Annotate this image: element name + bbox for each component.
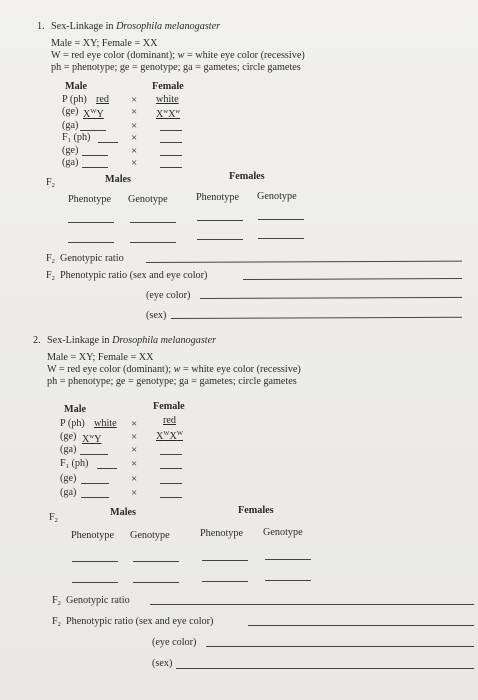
problem-1-f2-blank[interactable]	[258, 219, 304, 220]
problem-1-f2-blank[interactable]	[197, 239, 243, 240]
problem-2-number: 2.	[33, 335, 41, 346]
problem-1-ga-label: (ga)	[62, 120, 79, 131]
problem-1-male-genotype-header: Genotype	[128, 194, 168, 205]
problem-2-f2-blank[interactable]	[72, 561, 118, 562]
problem-1-f2-blank[interactable]	[68, 242, 114, 243]
problem-1-f2-label: $F_2$	[46, 177, 55, 189]
problem-2-f1-male-gametes-blank[interactable]	[81, 497, 109, 498]
problem-2-eye-color-blank[interactable]	[206, 646, 474, 647]
problem-2-f2-blank[interactable]	[265, 580, 311, 581]
problem-2-allele-definition: W = red eye color (dominant); w = white eye color (recessive)	[47, 364, 301, 375]
problem-1-genotypic-ratio-label: $F_2$ Genotypic ratio	[46, 253, 124, 265]
problem-2-f2-blank[interactable]	[265, 559, 311, 560]
problem-2-ge-label: (ge)	[60, 431, 77, 442]
problem-1-phenotypic-ratio-blank[interactable]	[243, 278, 462, 280]
problem-1-cross-symbol: ×	[131, 145, 138, 157]
problem-1-f1-female-genotype-blank[interactable]	[160, 155, 182, 156]
problem-1-cross-symbol: ×	[131, 106, 138, 118]
problem-2-f2-blank[interactable]	[133, 561, 179, 562]
problem-1-sex-blank[interactable]	[171, 317, 462, 319]
problem-1-eye-color-label: (eye color)	[146, 290, 191, 301]
problem-2-cross-symbol: ×	[131, 418, 138, 430]
problem-2-cross-symbol: ×	[131, 473, 138, 485]
problem-2-f2-label: $F_2$	[49, 512, 58, 524]
problem-1-f1-female-phenotype-blank[interactable]	[160, 142, 182, 143]
problem-2-cross-symbol: ×	[131, 431, 138, 443]
problem-2-cross-symbol: ×	[131, 458, 138, 470]
problem-2-phenotypic-ratio-blank[interactable]	[248, 625, 474, 626]
problem-1-cross-symbol: ×	[131, 120, 138, 132]
problem-2-f2-blank[interactable]	[133, 582, 179, 583]
problem-1-sex-definition: Male = XY; Female = XX	[51, 38, 158, 49]
problem-1-f2-blank[interactable]	[258, 238, 304, 239]
problem-1-phenotypic-ratio-label: $F_2$ Phenotypic ratio (sex and eye color)	[46, 270, 208, 282]
problem-1-f1-male-gametes-blank[interactable]	[82, 167, 108, 168]
problem-2-sex-definition: Male = XY; Female = XX	[47, 352, 154, 363]
problem-2-p-female-phenotype: red	[163, 415, 177, 426]
problem-2-p-male-phenotype: white	[94, 418, 117, 429]
problem-1-f1-ga-label: (ga)	[62, 157, 79, 168]
problem-1-ge-label: (ge)	[62, 106, 79, 117]
problem-2-f1-female-phenotype-blank[interactable]	[160, 468, 182, 469]
problem-2-f2-blank[interactable]	[202, 581, 248, 582]
problem-2-f1-female-genotype-blank[interactable]	[160, 483, 182, 484]
problem-1-f1-male-phenotype-blank[interactable]	[98, 142, 118, 143]
problem-2-f1-label: $F_1$ (ph)	[60, 458, 89, 470]
problem-2-f1-male-phenotype-blank[interactable]	[97, 468, 117, 469]
problem-2-heading: Sex-Linkage in Drosophila melanogaster	[47, 335, 217, 346]
problem-1-number: 1.	[37, 21, 45, 32]
problem-2-phenotypic-ratio-label: $F_2$ Phenotypic ratio (sex and eye color)	[52, 616, 214, 628]
problem-2-sex-blank[interactable]	[176, 668, 474, 669]
problem-2-cross-symbol: ×	[131, 444, 138, 456]
problem-2-female-header: Female	[153, 401, 185, 412]
problem-2-genotypic-ratio-blank[interactable]	[150, 604, 474, 605]
problem-2-f2-males-header: Males	[110, 507, 137, 518]
problem-1-genotypic-ratio-blank[interactable]	[146, 261, 462, 263]
problem-2-male-header: Male	[64, 404, 87, 415]
problem-2-male-genotype: $X^wY$	[82, 433, 102, 445]
problem-2-genotypic-ratio-label: $F_2$ Genotypic ratio	[52, 595, 130, 607]
problem-2-female-genotype-header: Genotype	[263, 527, 303, 538]
problem-2-f1-male-genotype-blank[interactable]	[81, 483, 109, 484]
problem-2-p-label: P (ph)	[60, 418, 85, 429]
problem-2-female-gametes-blank[interactable]	[160, 454, 182, 455]
problem-1-f2-females-header: Females	[229, 171, 265, 182]
problem-1-cross-symbol: ×	[131, 157, 138, 169]
problem-2-male-genotype-header: Genotype	[130, 530, 170, 541]
problem-1-f2-blank[interactable]	[130, 242, 176, 243]
problem-2-f1-ga-label: (ga)	[60, 487, 77, 498]
problem-2-f1-ge-label: (ge)	[60, 473, 77, 484]
problem-1-sex-label: (sex)	[146, 310, 167, 321]
problem-2-cross-symbol: ×	[131, 487, 138, 499]
problem-1-cross-symbol: ×	[131, 132, 138, 144]
problem-2-f2-blank[interactable]	[202, 560, 248, 561]
problem-1-female-genotype: $X^wX^w$	[156, 108, 181, 120]
problem-2-f1-female-gametes-blank[interactable]	[160, 497, 182, 498]
problem-2-sex-label: (sex)	[152, 658, 173, 669]
problem-1-male-header: Male	[65, 81, 88, 92]
problem-1-f2-blank[interactable]	[130, 222, 176, 223]
problem-2-male-gametes-blank[interactable]	[80, 454, 108, 455]
problem-1-female-genotype-header: Genotype	[257, 191, 297, 202]
problem-1-cross-symbol: ×	[131, 94, 138, 106]
problem-2-abbreviations: ph = phenotype; ge = genotype; ga = gametes; circle gametes	[47, 376, 297, 387]
problem-1-f1-female-gametes-blank[interactable]	[160, 167, 182, 168]
problem-2-male-phenotype-header: Phenotype	[71, 530, 115, 541]
problem-1-p-male-phenotype: red	[96, 94, 110, 105]
problem-1-p-female-phenotype: white	[156, 94, 179, 105]
problem-2-female-genotype: $X^WX^W$	[156, 430, 183, 442]
problem-1-male-gametes-blank[interactable]	[80, 130, 106, 131]
problem-2-eye-color-label: (eye color)	[152, 637, 197, 648]
problem-2-ga-label: (ga)	[60, 444, 77, 455]
problem-1-f1-ge-label: (ge)	[62, 145, 79, 156]
problem-1-abbreviations: ph = phenotype; ge = genotype; ga = gametes; circle gametes	[51, 62, 301, 73]
problem-1-female-header: Female	[152, 81, 184, 92]
problem-2-f2-females-header: Females	[238, 505, 274, 516]
problem-1-male-phenotype-header: Phenotype	[68, 194, 112, 205]
problem-1-male-genotype: $X^WY$	[83, 108, 104, 120]
problem-1-female-phenotype-header: Phenotype	[196, 192, 240, 203]
problem-1-eye-color-blank[interactable]	[200, 297, 462, 299]
problem-1-f2-males-header: Males	[105, 174, 132, 185]
problem-1-heading: Sex-Linkage in Drosophila melanogaster	[51, 21, 221, 32]
problem-1-f1-male-genotype-blank[interactable]	[82, 155, 108, 156]
problem-2-female-phenotype-header: Phenotype	[200, 528, 244, 539]
problem-1-female-gametes-blank[interactable]	[160, 130, 182, 131]
problem-1-f2-blank[interactable]	[68, 222, 114, 223]
problem-1-allele-definition: W = red eye color (dominant); w = white eye color (recessive)	[51, 50, 305, 61]
problem-2-f2-blank[interactable]	[72, 582, 118, 583]
problem-1-p-label: P (ph)	[62, 94, 87, 105]
problem-1-f1-label: $F_1$ (ph)	[62, 132, 91, 144]
problem-1-f2-blank[interactable]	[197, 220, 243, 221]
